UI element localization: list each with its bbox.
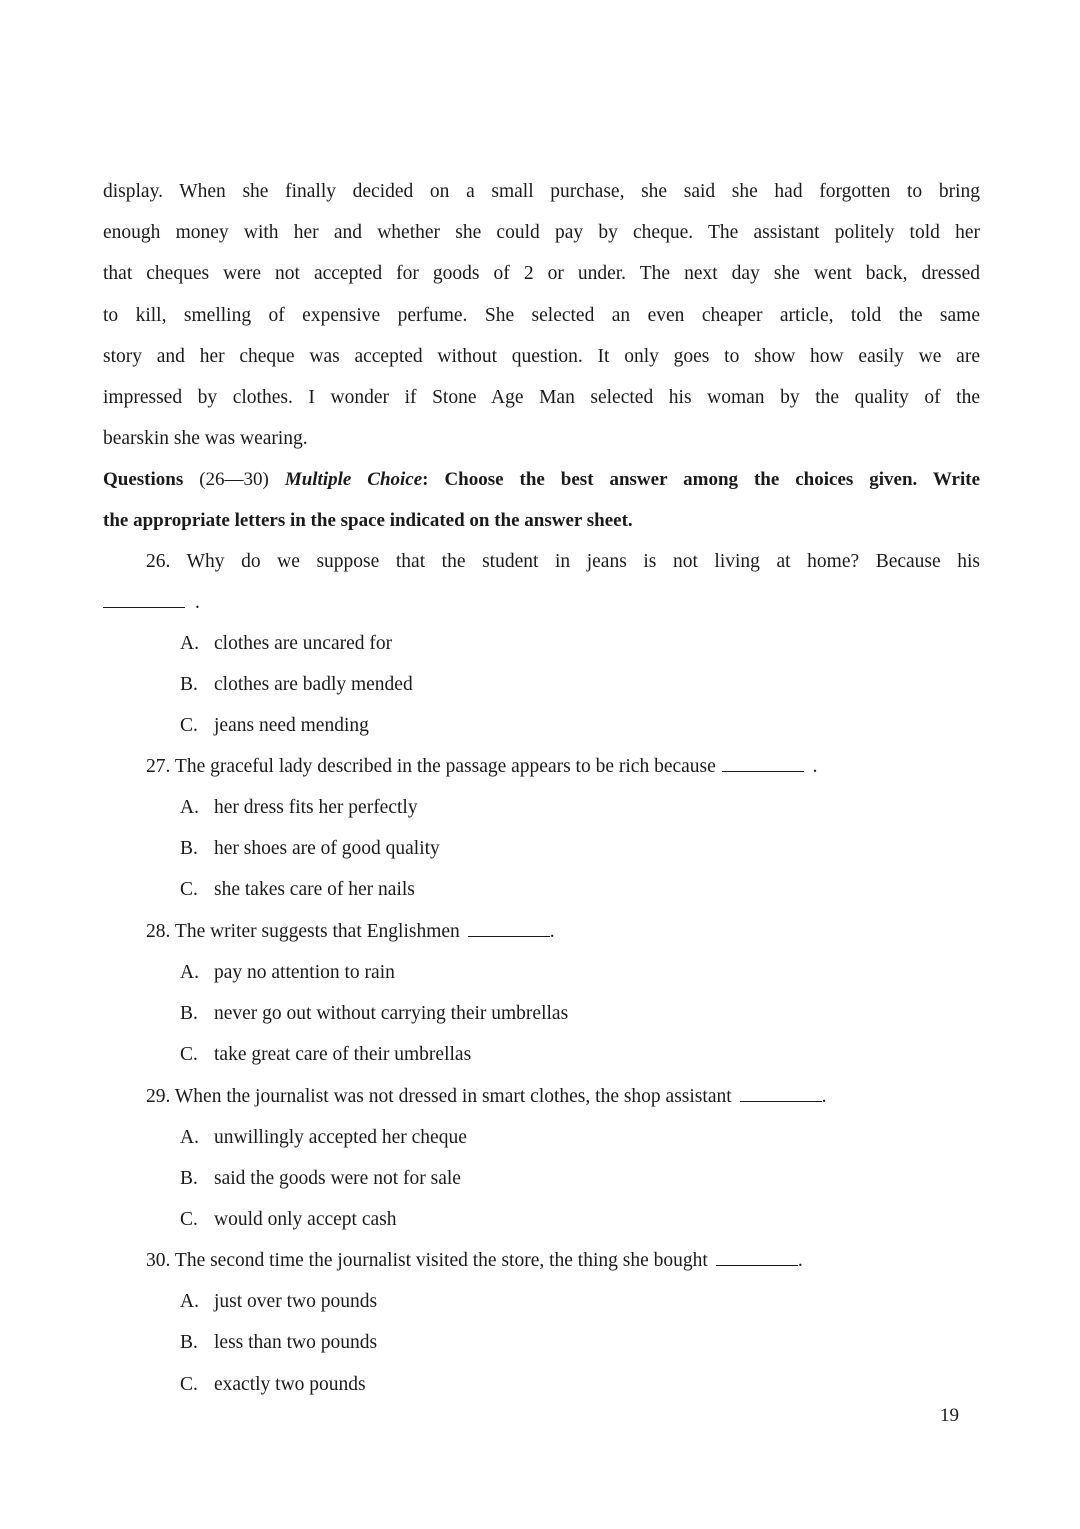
passage-line: that cheques were not accepted for goods of 2 or under. The next day she went back, dressed: [103, 263, 980, 285]
instructions-line-1: [103, 459, 980, 500]
section-instructions: [103, 459, 980, 541]
question-30-option-c: [180, 1373, 366, 1397]
option-letter: C.: [180, 1044, 198, 1065]
answer-blank: [716, 1249, 798, 1266]
question-28-stem: [146, 920, 555, 944]
question-27-option-c: [180, 878, 415, 902]
answer-blank: [722, 755, 804, 772]
question-tail: .: [812, 756, 818, 777]
instructions-lead: Questions: [103, 469, 184, 490]
page-number: 19: [940, 1405, 959, 1426]
question-26-option-c: [180, 714, 369, 738]
option-text: clothes are uncared for: [214, 633, 393, 654]
passage-line: impressed by clothes. I wonder if Stone Age Man selected his woman by the quality of the: [103, 386, 980, 408]
option-letter: A.: [180, 1291, 199, 1312]
question-29-stem: [146, 1085, 827, 1109]
question-30-option-b: [180, 1331, 377, 1355]
question-number: 29.: [146, 1086, 171, 1107]
option-text: clothes are badly mended: [214, 674, 413, 695]
question-tail: .: [195, 592, 200, 613]
question-26-option-b: [180, 673, 413, 697]
question-28-option-c: [180, 1043, 471, 1067]
question-28-option-a: [180, 961, 395, 985]
option-text: just over two pounds: [214, 1291, 378, 1312]
passage-line: to kill, smelling of expensive perfume. She selected an even cheaper article, told the same: [103, 304, 980, 326]
option-letter: C.: [180, 1374, 198, 1395]
question-29-option-b: [180, 1167, 461, 1191]
question-text: Why do we suppose that the student in jeans is not living at home? Because his: [186, 551, 980, 572]
option-text: jeans need mending: [214, 715, 369, 736]
answer-blank: [103, 591, 185, 608]
question-number: 27.: [146, 756, 171, 777]
instructions-line-2: the appropriate letters in the space indicated on the answer sheet.: [103, 510, 633, 532]
passage-line: bearskin she was wearing.: [103, 428, 308, 450]
question-29-option-c: [180, 1208, 396, 1232]
question-29-option-a: [180, 1126, 467, 1150]
option-letter: A.: [180, 1127, 199, 1148]
question-30-stem: [146, 1249, 803, 1273]
option-text: she takes care of her nails: [214, 879, 415, 900]
option-letter: B.: [180, 1332, 198, 1353]
question-26-option-a: [180, 632, 392, 656]
option-letter: B.: [180, 1003, 198, 1024]
option-letter: A.: [180, 797, 199, 818]
option-letter: B.: [180, 1168, 198, 1189]
option-text: unwillingly accepted her cheque: [214, 1127, 467, 1148]
answer-blank: [740, 1085, 822, 1102]
option-text: pay no attention to rain: [214, 962, 395, 983]
option-text: said the goods were not for sale: [214, 1168, 461, 1189]
question-26-answer-blank: [103, 591, 200, 615]
question-text: The graceful lady described in the passage appears to be rich because: [174, 756, 716, 777]
question-number: 26.: [146, 551, 171, 572]
question-range: (26—30): [199, 469, 269, 490]
question-tail: .: [821, 1086, 827, 1107]
passage-line: enough money with her and whether she could pay by cheque. The assistant politely told her: [103, 222, 980, 244]
question-number: 30.: [146, 1250, 171, 1271]
answer-blank: [468, 920, 550, 937]
question-tail: .: [549, 921, 555, 942]
instructions-text: Choose the best answer among the choices given. Write: [444, 469, 981, 490]
question-27-stem: [146, 755, 818, 779]
passage-line: story and her cheque was accepted without question. It only goes to show how easily we are: [103, 345, 980, 367]
option-text: never go out without carrying their umbrellas: [214, 1003, 569, 1024]
option-text: her shoes are of good quality: [214, 838, 440, 859]
option-text: her dress fits her perfectly: [214, 797, 418, 818]
question-type: Multiple Choice: [284, 469, 423, 490]
option-text: exactly two pounds: [214, 1374, 366, 1395]
instructions-separator: :: [422, 469, 429, 490]
question-number: 28.: [146, 921, 171, 942]
question-28-option-b: [180, 1002, 568, 1026]
option-text: would only accept cash: [214, 1209, 397, 1230]
question-text: The second time the journalist visited the store, the thing she bought: [174, 1250, 708, 1271]
question-tail: .: [797, 1250, 803, 1271]
question-27-option-b: [180, 837, 440, 861]
passage-text: [103, 171, 980, 459]
question-26-stem: [146, 550, 980, 574]
option-letter: A.: [180, 962, 199, 983]
option-letter: B.: [180, 838, 198, 859]
passage-line: display. When she finally decided on a small purchase, she said she had forgotten to bring: [103, 181, 980, 202]
option-letter: C.: [180, 715, 198, 736]
option-letter: A.: [180, 633, 199, 654]
question-27-option-a: [180, 796, 418, 820]
option-text: take great care of their umbrellas: [214, 1044, 472, 1065]
option-letter: B.: [180, 674, 198, 695]
question-text: The writer suggests that Englishmen: [174, 921, 460, 942]
option-letter: C.: [180, 1209, 198, 1230]
option-letter: C.: [180, 879, 198, 900]
option-text: less than two pounds: [214, 1332, 378, 1353]
question-text: When the journalist was not dressed in smart clothes, the shop assistant: [174, 1086, 732, 1107]
question-30-option-a: [180, 1290, 377, 1314]
